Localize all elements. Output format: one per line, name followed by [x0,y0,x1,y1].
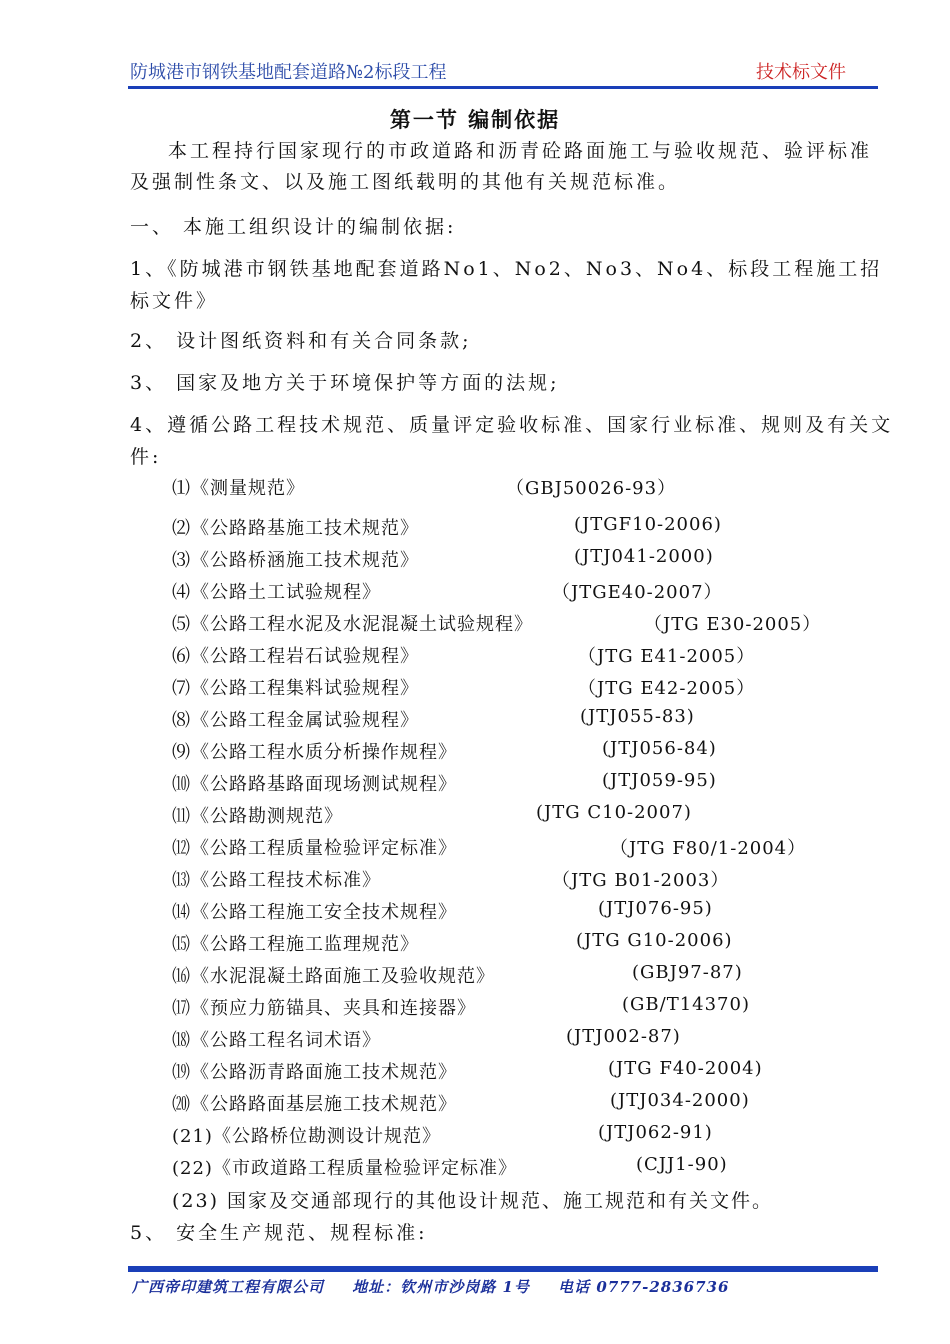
standard-name: ⒀《公路工程技术标准》 [172,870,381,891]
standard-name: ⒁《公路工程施工安全技术规程》 [172,902,457,923]
standard-name: (22)《市政道路工程质量检验评定标准》 [172,1158,517,1179]
basis-item-4-line-1: 4、遵循公路工程技术规范、质量评定验收标准、国家行业标准、规则及有关文 [130,414,894,436]
standard-code: (JTJ002-87) [566,1026,681,1047]
footer-company: 广西帝印建筑工程有限公司 [132,1278,325,1296]
standard-name: ⑾《公路勘测规范》 [172,806,343,827]
standard-name: ⒆《公路沥青路面施工技术规范》 [172,1062,457,1083]
standard-code: (JTJ034-2000) [610,1090,750,1111]
standard-code: (JTJ059-95) [602,770,717,791]
standard-name: ⒃《水泥混凝土路面施工及验收规范》 [172,966,495,987]
standard-code: (JTG G10-2006) [576,930,733,951]
standard-code: (JTJ062-91) [598,1122,713,1143]
standard-name: ⑼《公路工程水质分析操作规程》 [172,742,457,763]
standard-name: ⑷《公路土工试验规程》 [172,582,381,603]
standard-name: (21)《公路桥位勘测设计规范》 [172,1126,441,1147]
standard-name: ⒇《公路路面基层施工技术规范》 [172,1094,457,1115]
footer-divider [128,1266,878,1272]
standard-name: ⑻《公路工程金属试验规程》 [172,710,419,731]
standard-code: (JTGF10-2006) [574,514,722,535]
standard-code: (CJJ1-90) [636,1154,728,1175]
basis-heading: 一、 本施工组织设计的编制依据: [130,216,457,238]
standard-code: （JTG F80/1-2004） [610,838,807,859]
standards-item-23: (23) 国家及交通部现行的其他设计规范、施工规范和有关文件。 [172,1190,774,1212]
standard-code: (GBJ97-87) [632,962,743,983]
standard-code: (JTJ055-83) [580,706,695,727]
intro-paragraph: 本工程持行国家现行的市政道路和沥青砼路面施工与验收规范、验评标准及强制性条文、以及施工图纸载明的其他有关规范标准。 [130,140,873,193]
basis-item-4-line-2: 件: [130,446,162,468]
standard-name: ⑵《公路路基施工技术规范》 [172,518,419,539]
standard-name: ⒅《公路工程名词术语》 [172,1030,381,1051]
standard-name: ⑸《公路工程水泥及水泥混凝土试验规程》 [172,614,533,635]
standard-code: （JTG E41-2005） [578,646,756,667]
basis-item-3: 3、 国家及地方关于环境保护等方面的法规; [130,372,560,394]
page-footer [132,1276,751,1297]
standard-code: （JTG E42-2005） [578,678,756,699]
header-document-type: 技术标文件 [756,62,846,83]
standard-name: ⒂《公路工程施工监理规范》 [172,934,419,955]
standard-code: （JTG B01-2003） [552,870,730,891]
standard-name: ⑽《公路路基路面现场测试规程》 [172,774,457,795]
standard-code: (JTJ076-95) [598,898,713,919]
basis-item-1-line-1: 1、《防城港市钢铁基地配套道路No1、No2、No3、No4、标段工程施工招 [130,258,883,280]
basis-item-1-line-2: 标文件》 [130,290,219,312]
standard-name: ⑹《公路工程岩石试验规程》 [172,646,419,667]
header-project-title: 防城港市钢铁基地配套道路№2标段工程 [130,62,447,83]
footer-address: 地址：钦州市沙岗路 1号 [352,1278,530,1296]
section-title: 第一节 编制依据 [389,107,561,132]
header-divider [128,86,878,89]
basis-item-2: 2、 设计图纸资料和有关合同条款; [130,330,472,352]
footer-phone: 电话 0777-2836736 [558,1278,730,1296]
standard-code: （GBJ50026-93） [506,478,677,499]
page-header [128,58,878,86]
standard-code: (GB/T14370) [622,994,750,1015]
standard-name: ⑺《公路工程集料试验规程》 [172,678,419,699]
standard-code: (JTJ056-84) [602,738,717,759]
standard-name: ⒄《预应力筋锚具、夹具和连接器》 [172,998,476,1019]
standard-name: ⑶《公路桥涵施工技术规范》 [172,550,419,571]
standard-name: ⑿《公路工程质量检验评定标准》 [172,838,457,859]
standard-code: (JTJ041-2000) [574,546,714,567]
standard-code: （JTGE40-2007） [552,582,723,603]
standard-code: (JTG F40-2004) [608,1058,763,1079]
safety-standards-heading: 5、 安全生产规范、规程标准: [130,1222,428,1244]
standard-code: (JTG C10-2007) [536,802,692,823]
standard-code: （JTG E30-2005） [644,614,822,635]
standard-name: ⑴《测量规范》 [172,478,305,499]
